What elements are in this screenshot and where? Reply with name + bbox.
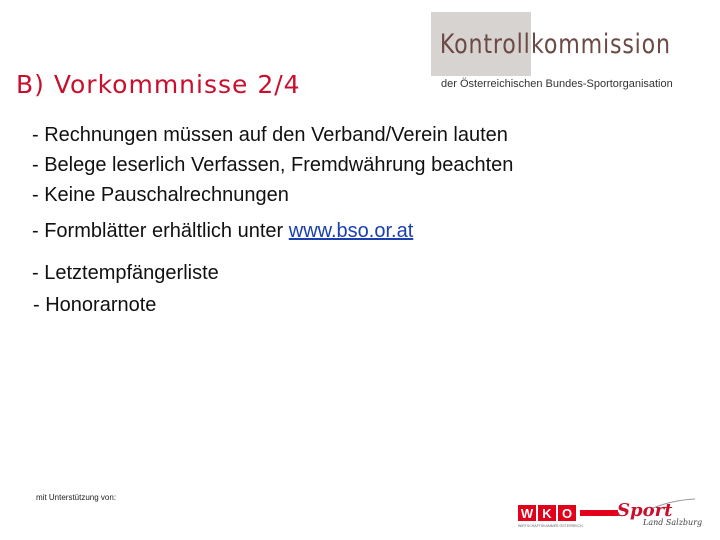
wko-letter-o: O (558, 505, 576, 521)
sport-logo-sub: Land Salzburg (643, 518, 703, 527)
wko-caption: WIRTSCHAFTSKAMMER ÖSTERREICH (518, 524, 583, 528)
kontrollkommission-logo (431, 12, 673, 100)
sport-logo-word: Sport (617, 500, 673, 521)
bso-website-link[interactable]: www.bso.or.at (288, 220, 414, 242)
wko-letter-w: W (518, 505, 536, 521)
wko-letter-k: K (538, 505, 556, 521)
bullet-item-with-link (32, 220, 413, 243)
bullet-item: - Keine Pauschalrechnungen (32, 184, 289, 206)
slide-title: B) Vorkommnisse 2/4 (16, 70, 301, 99)
bullet-item: - Honorarnote (33, 294, 157, 316)
support-caption: mit Unterstützung von: (36, 493, 117, 502)
bullet-item: - Rechnungen müssen auf den Verband/Verein lauten (32, 124, 508, 146)
logo-text-right: kommission (531, 28, 671, 60)
bullet-item: - Belege leserlich Verfassen, Fremdwährung beachten (32, 154, 514, 176)
logo-text-left: Kontroll (440, 28, 531, 60)
wko-logo (518, 505, 583, 529)
logo-subtitle: der Österreichischen Bundes-Sportorganisation (441, 78, 673, 90)
sport-land-salzburg-logo (617, 498, 703, 530)
wko-stripe (580, 510, 618, 516)
bullet-text: - Formblätter erhältlich unter (32, 220, 289, 242)
bullet-item: - Letztempfängerliste (32, 262, 219, 284)
